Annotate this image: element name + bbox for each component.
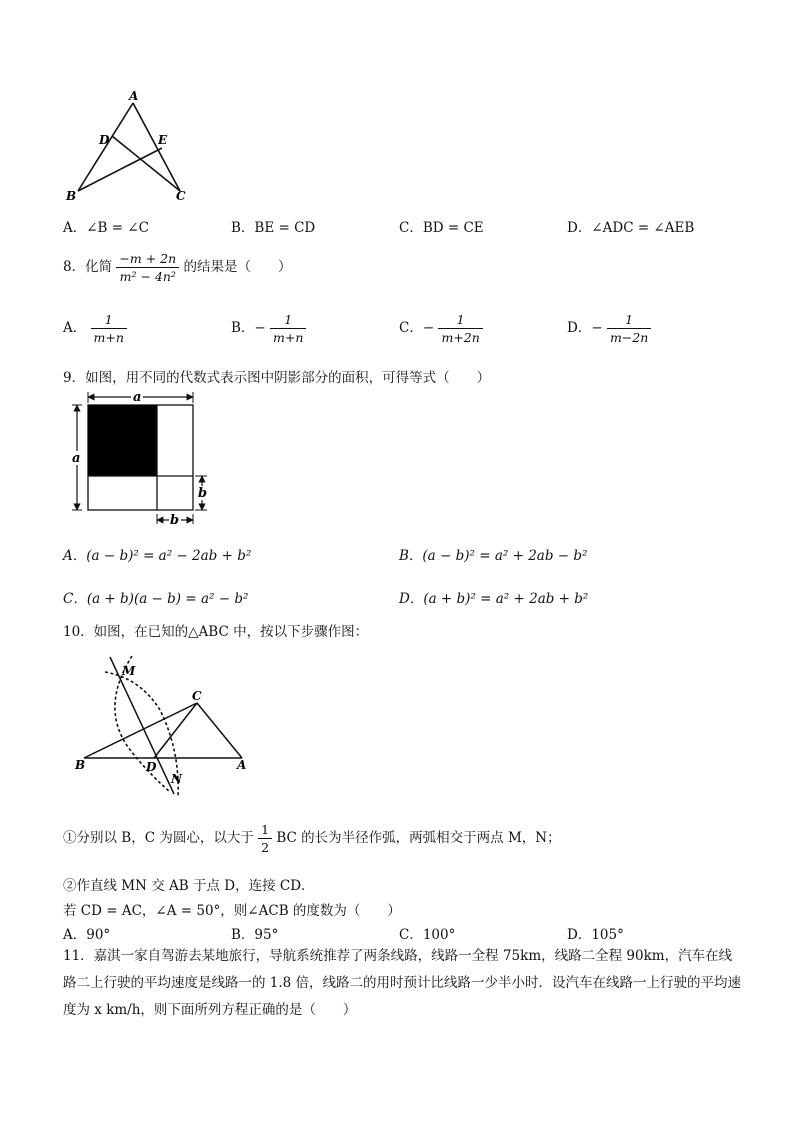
numerator: 1 <box>270 312 306 329</box>
label-B: B <box>66 189 77 203</box>
denominator: m+n <box>273 330 304 345</box>
q8-fraction-numerator: −m + 2n <box>116 251 179 268</box>
q10-option-a[interactable]: A．90° <box>63 927 111 943</box>
denominator: m+2n <box>441 330 480 345</box>
numerator: 1 <box>258 822 272 839</box>
q8-option-fraction <box>607 312 651 345</box>
q10-step2: ②作直线 MN 交 AB 于点 D，连接 CD． <box>63 878 315 894</box>
q9-option-b[interactable]: B．(a − b)² = a² + 2ab − b² <box>399 548 588 564</box>
q9-stem: 9．如图，用不同的代数式表示图中阴影部分的面积，可得等式（ ） <box>63 370 491 386</box>
q11-text: 11．嘉淇一家自驾游去某地旅行，导航系统推荐了两条线路，线路一全程 75km，线路二全程 90km，汽车在线路二上行驶的平均速度是线路一的 1.8 倍，线路二的用时预计比线路一少半小时．设汽车在线路一上行驶的平均速度为 x km/h，则下面所列方程正确的是（ ） <box>63 948 742 1018</box>
q8-option-fraction <box>438 312 482 345</box>
triangle-figure-q7 <box>60 88 200 208</box>
label-a-left: a <box>72 451 81 466</box>
q8-fraction <box>116 251 179 284</box>
label-N: N <box>171 772 182 786</box>
q10-step1-pre: ①分别以 B，C 为圆心，以大于 <box>63 830 254 846</box>
q10-stem: 10．如图，在已知的△ABC 中，按以下步骤作图： <box>63 624 369 640</box>
label-b-bottom: b <box>170 513 180 525</box>
q8-stem-pre: 8．化简 <box>63 259 113 275</box>
q8-option-d[interactable] <box>567 312 651 345</box>
q10-option-c[interactable]: C．100° <box>399 927 456 943</box>
q8-stem-post: 的结果是（ ） <box>183 259 292 275</box>
q7-option-b[interactable]: B．BE = CD <box>231 220 316 236</box>
label-E: E <box>158 133 168 147</box>
numerator: 1 <box>91 312 127 329</box>
q8-option-sign: − <box>254 320 266 336</box>
denominator: 2 <box>261 840 270 855</box>
label-C: C <box>176 189 186 203</box>
label-D: D <box>99 133 110 147</box>
label-D: D <box>146 760 157 774</box>
q8-option-fraction <box>270 312 306 345</box>
q8-option-letter: B． <box>231 320 255 336</box>
label-A: A <box>237 758 247 772</box>
q8-fraction-denominator: m² − 4n² <box>119 269 176 284</box>
label-M: M <box>122 664 136 678</box>
q10-step1 <box>63 822 561 855</box>
q8-option-a[interactable] <box>63 312 127 345</box>
q10-step1-fraction <box>258 822 272 855</box>
q8-option-letter: C． <box>399 320 423 336</box>
q8-option-fraction <box>91 312 127 345</box>
numerator: 1 <box>607 312 651 329</box>
q7-option-d[interactable]: D．∠ADC = ∠AEB <box>567 220 695 236</box>
q7-option-a[interactable]: A．∠B = ∠C <box>63 220 150 236</box>
q8-option-sign: − <box>422 320 435 336</box>
square-figure-q9 <box>68 389 218 525</box>
q10-option-d[interactable]: D．105° <box>567 927 624 943</box>
q8-stem <box>63 251 291 284</box>
q9-option-c[interactable]: C．(a + b)(a − b) = a² − b² <box>63 591 249 607</box>
construction-figure-q10 <box>70 652 260 800</box>
q8-option-letter: D． <box>567 320 592 336</box>
label-C: C <box>192 689 202 703</box>
label-A: A <box>129 89 139 103</box>
denominator: m−2n <box>609 330 649 345</box>
q10-condition: 若 CD = AC，∠A = 50°，则∠ACB 的度数为（ ） <box>63 903 401 919</box>
q8-option-b[interactable] <box>231 312 306 345</box>
q8-option-letter: A． <box>63 320 87 336</box>
label-B: B <box>75 758 86 772</box>
numerator: 1 <box>438 312 482 329</box>
q10-option-b[interactable]: B．95° <box>231 927 279 943</box>
q9-option-d[interactable]: D．(a + b)² = a² + 2ab + b² <box>399 591 589 607</box>
q8-option-sign: − <box>591 320 603 336</box>
denominator: m+n <box>93 330 124 345</box>
q9-option-a[interactable]: A．(a − b)² = a² − 2ab + b² <box>63 548 252 564</box>
q8-option-c[interactable] <box>399 312 483 345</box>
label-a-top: a <box>133 390 142 405</box>
q10-step1-post: BC 的长为半径作弧，两弧相交于两点 M，N； <box>276 830 561 846</box>
q7-option-c[interactable]: C．BD = CE <box>399 220 484 236</box>
label-b-right: b <box>198 486 208 501</box>
